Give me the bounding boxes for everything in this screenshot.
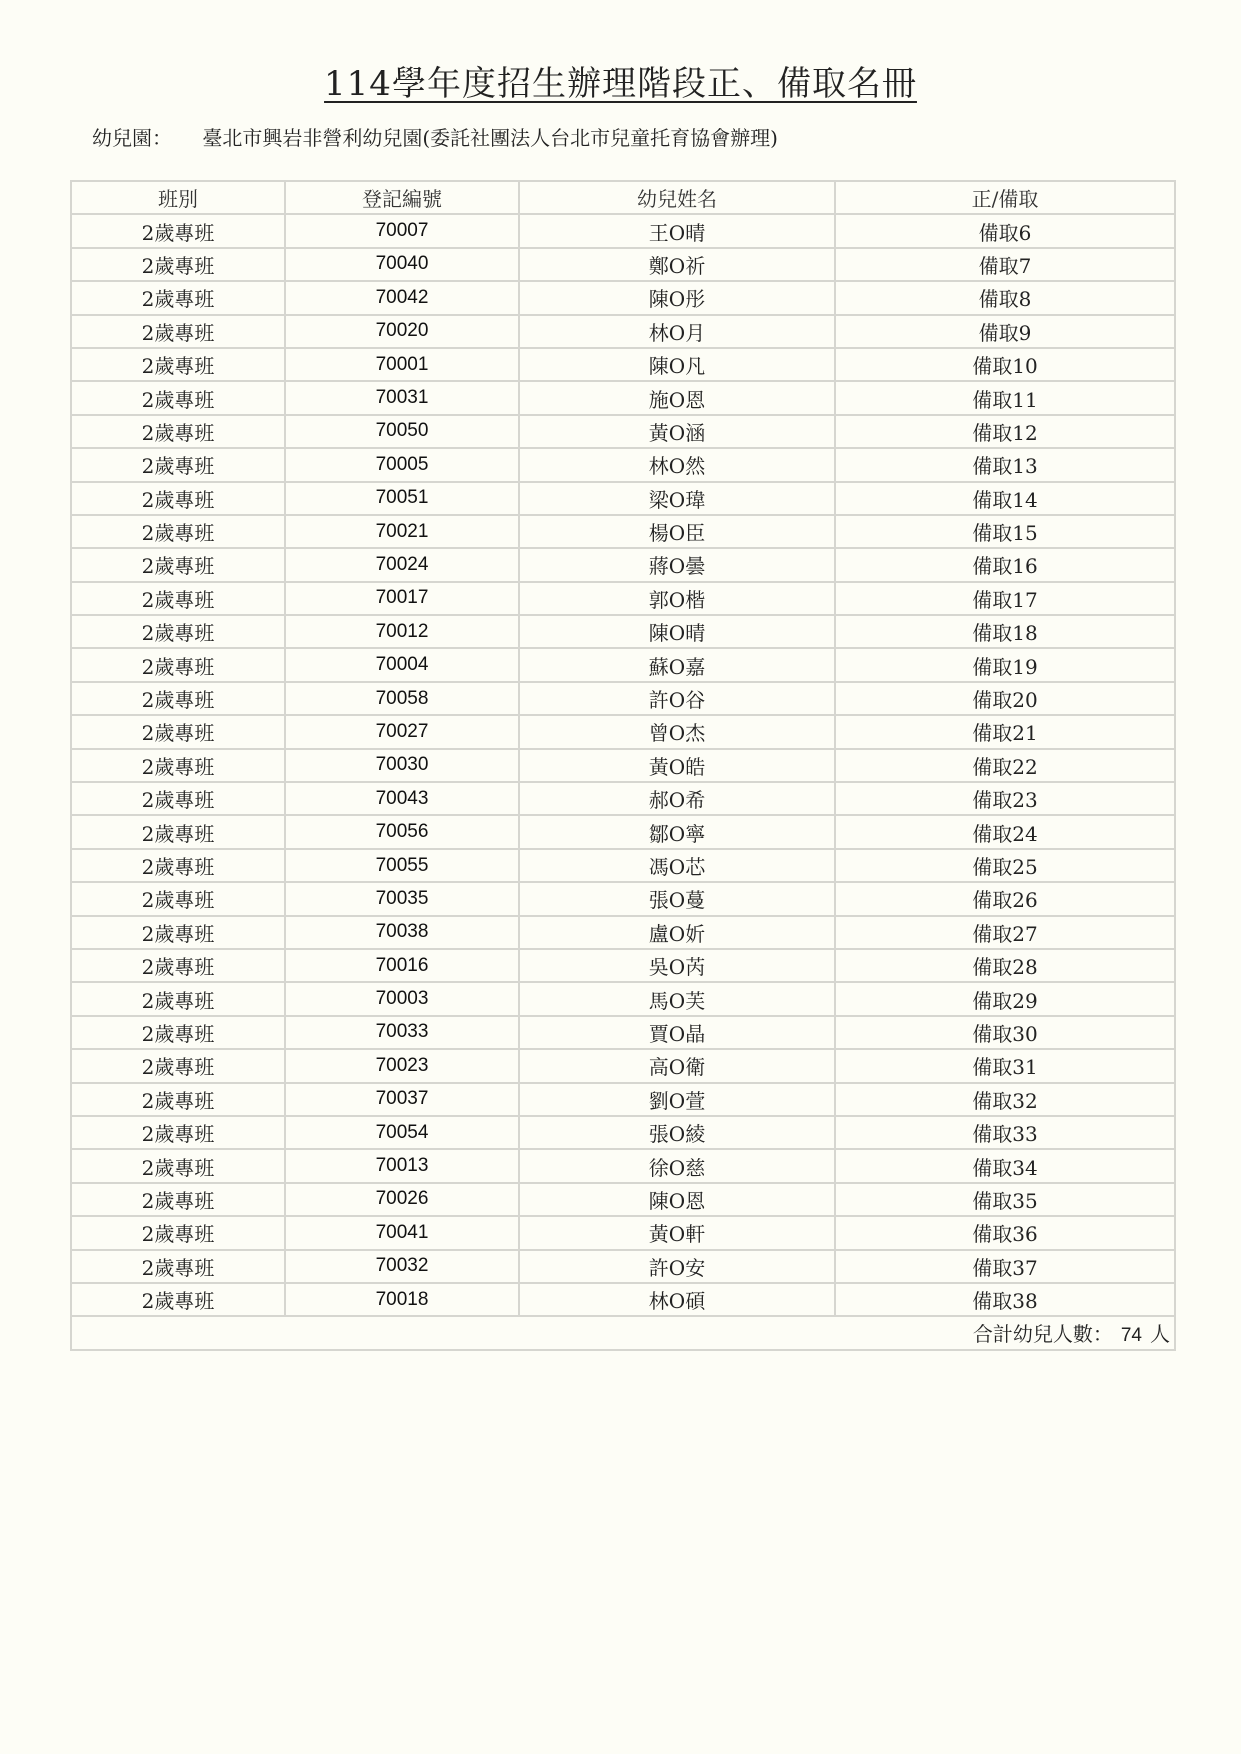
table-row: [71, 982, 1175, 1015]
cell-child-name: 張O蔓: [519, 882, 835, 915]
cell-child-name: 郝O希: [519, 782, 835, 815]
cell-child-name: 曾O杰: [519, 715, 835, 748]
cell-child-name: 蔣O曇: [519, 548, 835, 581]
cell-child-name: 陳O彤: [519, 281, 835, 314]
cell-class: 2歲專班: [71, 1116, 285, 1149]
table-row: [71, 381, 1175, 414]
cell-class: 2歲專班: [71, 1283, 285, 1316]
cell-class: 2歲專班: [71, 982, 285, 1015]
cell-registration-number: 70013: [285, 1149, 519, 1182]
cell-admission-status: 備取34: [835, 1149, 1175, 1182]
cell-class: 2歲專班: [71, 682, 285, 715]
cell-class: 2歲專班: [71, 348, 285, 381]
cell-registration-number: 70054: [285, 1116, 519, 1149]
cell-class: 2歲專班: [71, 415, 285, 448]
table-row: [71, 582, 1175, 615]
cell-child-name: 許O安: [519, 1250, 835, 1283]
cell-child-name: 郭O楷: [519, 582, 835, 615]
page-title: 114學年度招生辦理階段正、備取名冊: [324, 64, 917, 104]
cell-class: 2歲專班: [71, 582, 285, 615]
cell-registration-number: 70043: [285, 782, 519, 815]
table-row: [71, 1216, 1175, 1249]
table-header-row: [71, 181, 1175, 214]
cell-admission-status: 備取7: [835, 248, 1175, 281]
table-row: [71, 482, 1175, 515]
table-row: [71, 315, 1175, 348]
cell-admission-status: 備取19: [835, 648, 1175, 681]
cell-registration-number: 70001: [285, 348, 519, 381]
cell-class: 2歲專班: [71, 1083, 285, 1116]
cell-child-name: 黃O皓: [519, 749, 835, 782]
table-row: [71, 448, 1175, 481]
cell-admission-status: 備取14: [835, 482, 1175, 515]
cell-registration-number: 70007: [285, 214, 519, 247]
cell-registration-number: 70020: [285, 315, 519, 348]
cell-admission-status: 備取17: [835, 582, 1175, 615]
cell-registration-number: 70017: [285, 582, 519, 615]
cell-registration-number: 70042: [285, 281, 519, 314]
cell-child-name: 林O碩: [519, 1283, 835, 1316]
cell-admission-status: 備取20: [835, 682, 1175, 715]
table-row: [71, 348, 1175, 381]
cell-child-name: 鄒O寧: [519, 815, 835, 848]
cell-child-name: 盧O妡: [519, 916, 835, 949]
cell-admission-status: 備取37: [835, 1250, 1175, 1283]
cell-admission-status: 備取12: [835, 415, 1175, 448]
cell-admission-status: 備取22: [835, 749, 1175, 782]
cell-registration-number: 70021: [285, 515, 519, 548]
cell-child-name: 鄭O祈: [519, 248, 835, 281]
cell-registration-number: 70005: [285, 448, 519, 481]
table-row: [71, 1283, 1175, 1316]
cell-registration-number: 70058: [285, 682, 519, 715]
cell-class: 2歲專班: [71, 749, 285, 782]
cell-class: 2歲專班: [71, 882, 285, 915]
cell-admission-status: 備取15: [835, 515, 1175, 548]
cell-admission-status: 備取23: [835, 782, 1175, 815]
table-row: [71, 749, 1175, 782]
cell-class: 2歲專班: [71, 515, 285, 548]
table-body: [71, 214, 1175, 1316]
school-label: 幼兒園：: [92, 126, 172, 150]
cell-class: 2歲專班: [71, 1149, 285, 1182]
cell-child-name: 黃O軒: [519, 1216, 835, 1249]
cell-registration-number: 70050: [285, 415, 519, 448]
cell-registration-number: 70016: [285, 949, 519, 982]
cell-registration-number: 70033: [285, 1016, 519, 1049]
cell-class: 2歲專班: [71, 815, 285, 848]
cell-class: 2歲專班: [71, 548, 285, 581]
cell-child-name: 陳O恩: [519, 1183, 835, 1216]
cell-admission-status: 備取32: [835, 1083, 1175, 1116]
cell-child-name: 劉O萱: [519, 1083, 835, 1116]
table-row: [71, 916, 1175, 949]
cell-class: 2歲專班: [71, 715, 285, 748]
cell-child-name: 張O綾: [519, 1116, 835, 1149]
cell-child-name: 馬O芙: [519, 982, 835, 1015]
cell-admission-status: 備取11: [835, 381, 1175, 414]
cell-child-name: 施O恩: [519, 381, 835, 414]
cell-admission-status: 備取24: [835, 815, 1175, 848]
cell-class: 2歲專班: [71, 281, 285, 314]
table-row: [71, 615, 1175, 648]
cell-child-name: 許O谷: [519, 682, 835, 715]
total-unit: 人: [1150, 1322, 1170, 1347]
header-registration-number: 登記編號: [285, 181, 519, 214]
cell-child-name: 徐O慈: [519, 1149, 835, 1182]
cell-admission-status: 備取29: [835, 982, 1175, 1015]
cell-child-name: 馮O芯: [519, 849, 835, 882]
table-row: [71, 1149, 1175, 1182]
cell-class: 2歲專班: [71, 1049, 285, 1082]
table-row: [71, 548, 1175, 581]
cell-child-name: 蘇O嘉: [519, 648, 835, 681]
cell-registration-number: 70055: [285, 849, 519, 882]
cell-admission-status: 備取31: [835, 1049, 1175, 1082]
table-row: [71, 782, 1175, 815]
table-row: [71, 1049, 1175, 1082]
cell-child-name: 黃O涵: [519, 415, 835, 448]
cell-class: 2歲專班: [71, 315, 285, 348]
total-count: 74: [1120, 1325, 1142, 1347]
cell-child-name: 陳O晴: [519, 615, 835, 648]
cell-registration-number: 70041: [285, 1216, 519, 1249]
table-total-row: [71, 1316, 1175, 1349]
cell-child-name: 陳O凡: [519, 348, 835, 381]
cell-class: 2歲專班: [71, 782, 285, 815]
cell-class: 2歲專班: [71, 849, 285, 882]
cell-class: 2歲專班: [71, 381, 285, 414]
table-row: [71, 715, 1175, 748]
cell-admission-status: 備取9: [835, 315, 1175, 348]
cell-admission-status: 備取28: [835, 949, 1175, 982]
table-row: [71, 1250, 1175, 1283]
table-row: [71, 882, 1175, 915]
cell-registration-number: 70035: [285, 882, 519, 915]
table-row: [71, 515, 1175, 548]
table-row: [71, 815, 1175, 848]
cell-admission-status: 備取10: [835, 348, 1175, 381]
cell-class: 2歲專班: [71, 615, 285, 648]
cell-class: 2歲專班: [71, 248, 285, 281]
cell-registration-number: 70030: [285, 749, 519, 782]
cell-admission-status: 備取21: [835, 715, 1175, 748]
cell-registration-number: 70012: [285, 615, 519, 648]
school-info: [92, 122, 778, 151]
total-label: 合計幼兒人數：: [972, 1322, 1113, 1347]
cell-class: 2歲專班: [71, 1216, 285, 1249]
cell-admission-status: 備取38: [835, 1283, 1175, 1316]
cell-registration-number: 70024: [285, 548, 519, 581]
cell-admission-status: 備取6: [835, 214, 1175, 247]
header-class: 班別: [71, 181, 285, 214]
header-admission-status: 正/備取: [835, 181, 1175, 214]
cell-registration-number: 70040: [285, 248, 519, 281]
cell-class: 2歲專班: [71, 214, 285, 247]
total-cell: [71, 1316, 1175, 1349]
table-row: [71, 281, 1175, 314]
cell-registration-number: 70032: [285, 1250, 519, 1283]
cell-child-name: 林O然: [519, 448, 835, 481]
cell-admission-status: 備取30: [835, 1016, 1175, 1049]
cell-registration-number: 70026: [285, 1183, 519, 1216]
cell-registration-number: 70056: [285, 815, 519, 848]
table-row: [71, 1183, 1175, 1216]
table-row: [71, 1016, 1175, 1049]
cell-registration-number: 70003: [285, 982, 519, 1015]
cell-class: 2歲專班: [71, 448, 285, 481]
cell-registration-number: 70018: [285, 1283, 519, 1316]
cell-registration-number: 70051: [285, 482, 519, 515]
cell-admission-status: 備取35: [835, 1183, 1175, 1216]
cell-class: 2歲專班: [71, 1016, 285, 1049]
table-row: [71, 682, 1175, 715]
table-row: [71, 648, 1175, 681]
cell-admission-status: 備取36: [835, 1216, 1175, 1249]
cell-registration-number: 70038: [285, 916, 519, 949]
cell-admission-status: 備取26: [835, 882, 1175, 915]
cell-admission-status: 備取18: [835, 615, 1175, 648]
cell-child-name: 王O晴: [519, 214, 835, 247]
cell-class: 2歲專班: [71, 1250, 285, 1283]
school-name: 臺北市興岩非營利幼兒園(委託社團法人台北市兒童托育協會辦理): [202, 126, 778, 150]
cell-class: 2歲專班: [71, 1183, 285, 1216]
cell-registration-number: 70037: [285, 1083, 519, 1116]
cell-child-name: 梁O瑋: [519, 482, 835, 515]
table-row: [71, 849, 1175, 882]
cell-registration-number: 70031: [285, 381, 519, 414]
table-row: [71, 1116, 1175, 1149]
cell-registration-number: 70027: [285, 715, 519, 748]
enrollment-table: [70, 180, 1176, 1351]
cell-child-name: 吳O芮: [519, 949, 835, 982]
cell-child-name: 楊O臣: [519, 515, 835, 548]
cell-class: 2歲專班: [71, 916, 285, 949]
cell-admission-status: 備取27: [835, 916, 1175, 949]
header-child-name: 幼兒姓名: [519, 181, 835, 214]
cell-class: 2歲專班: [71, 482, 285, 515]
cell-admission-status: 備取16: [835, 548, 1175, 581]
cell-registration-number: 70004: [285, 648, 519, 681]
table-row: [71, 214, 1175, 247]
cell-class: 2歲專班: [71, 949, 285, 982]
cell-child-name: 林O月: [519, 315, 835, 348]
cell-admission-status: 備取8: [835, 281, 1175, 314]
cell-child-name: 賈O晶: [519, 1016, 835, 1049]
cell-admission-status: 備取25: [835, 849, 1175, 882]
table-row: [71, 1083, 1175, 1116]
table-row: [71, 949, 1175, 982]
cell-admission-status: 備取33: [835, 1116, 1175, 1149]
table-row: [71, 415, 1175, 448]
table-row: [71, 248, 1175, 281]
cell-child-name: 高O衛: [519, 1049, 835, 1082]
cell-class: 2歲專班: [71, 648, 285, 681]
cell-admission-status: 備取13: [835, 448, 1175, 481]
cell-registration-number: 70023: [285, 1049, 519, 1082]
